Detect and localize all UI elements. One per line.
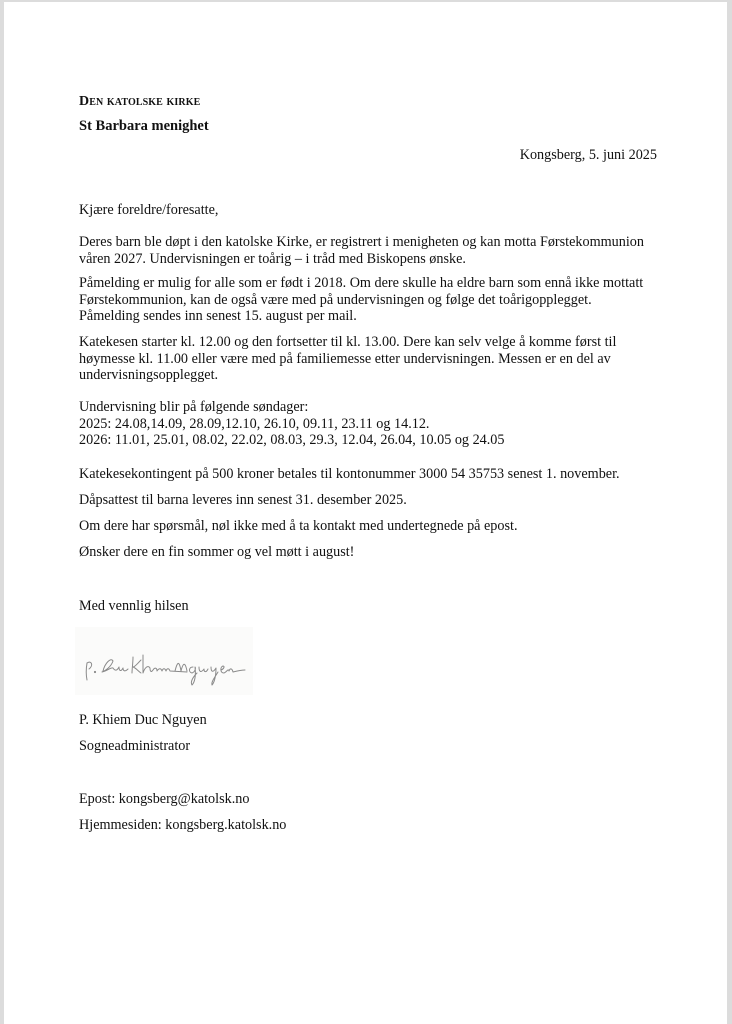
paragraph-line: Påmelding sendes inn senest 15. august per mail. — [79, 308, 357, 324]
paragraph-line: høymesse kl. 11.00 eller være med på familiemesse etter undervisningen. Messen er en del av — [79, 350, 611, 367]
paragraph-line: Førstekommunion, kan de også være med på undervisningen og følge det toårigopplegget. — [79, 291, 592, 308]
signature-scribble — [75, 627, 253, 695]
signature-image — [75, 627, 253, 695]
schedule-2025: 2025: 24.08,14.09, 28.09,12.10, 26.10, 09.11, 23.11 og 14.12. — [79, 415, 430, 432]
contact-note: Om dere har spørsmål, nøl ikke med å ta kontakt med undertegnede på epost. — [79, 518, 518, 534]
summer-greeting: Ønsker dere en fin sommer og vel møtt i august! — [79, 544, 355, 560]
paragraph-line: Påmelding er mulig for alle som er født i 2018. Om dere skulle ha eldre barn som ennå ikke mottatt — [79, 275, 644, 291]
schedule-2026: 2026: 11.01, 25.01, 08.02, 22.02, 08.03, 29.3, 12.04, 26.04, 10.05 og 24.05 — [79, 432, 505, 448]
signer-name: P. Khiem Duc Nguyen — [79, 712, 207, 728]
paragraph-line: Deres barn ble døpt i den katolske Kirke, er registrert i menigheten og kan motta Førstekommunion — [79, 234, 644, 250]
contact-email: Epost: kongsberg@katolsk.no — [79, 791, 250, 807]
paragraph-line: Katekesen starter kl. 12.00 og den fortsetter til kl. 13.00. Dere kan selv velge å komme først til — [79, 334, 617, 350]
baptism-certificate-note: Dåpsattest til barna leveres inn senest 31. desember 2025. — [79, 492, 407, 508]
schedule-heading: Undervisning blir på følgende søndager: — [79, 399, 309, 415]
salutation: Kjære foreldre/foresatte, — [79, 202, 219, 218]
signer-title: Sogneadministrator — [79, 738, 191, 754]
place-date: Kongsberg, 5. juni 2025 — [519, 147, 657, 163]
organization-name: Den katolske kirke — [79, 94, 201, 109]
paragraph-line: våren 2027. Undervisningen er toårig – i tråd med Biskopens ønske. — [79, 250, 466, 267]
parish-name: St Barbara menighet — [79, 118, 209, 134]
fee-note: Katekesekontingent på 500 kroner betales til kontonummer 3000 54 35753 senest 1. november. — [79, 466, 620, 482]
contact-website: Hjemmesiden: kongsberg.katolsk.no — [79, 817, 287, 833]
closing: Med vennlig hilsen — [79, 598, 189, 614]
letter-page — [4, 2, 727, 1024]
paragraph-line: undervisningsopplegget. — [79, 367, 219, 383]
